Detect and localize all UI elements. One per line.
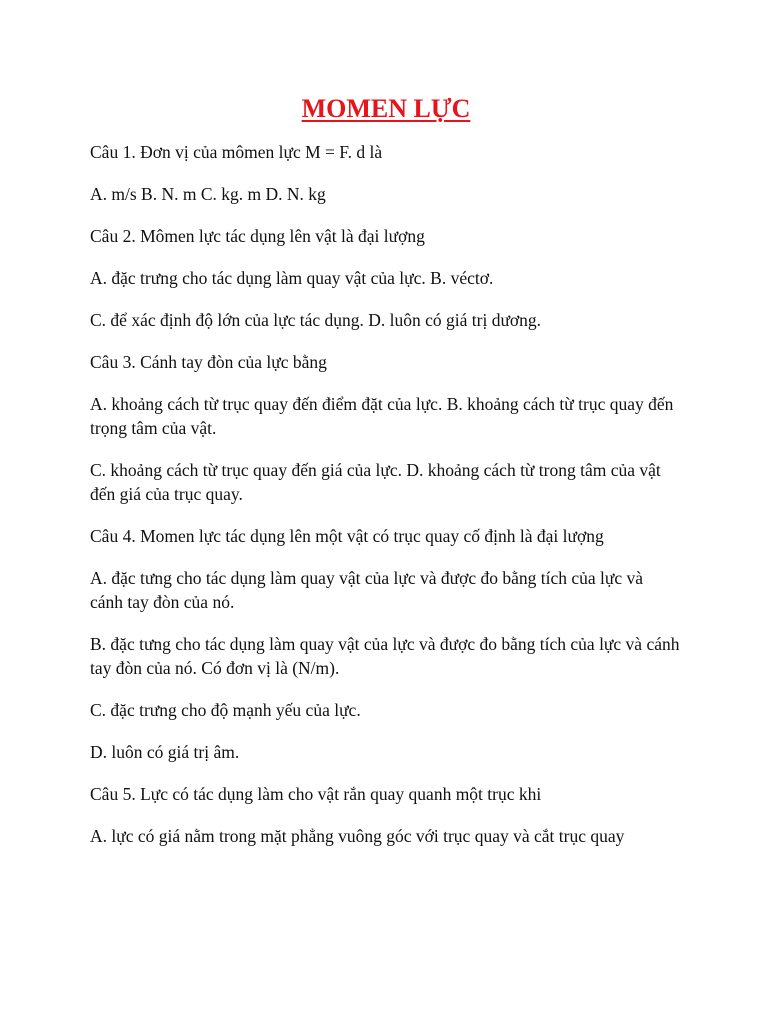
question-1-options: A. m/s B. N. m C. kg. m D. N. kg: [90, 184, 326, 204]
question-4-option-c: C. đặc trưng cho độ mạnh yếu của lực.: [90, 700, 361, 720]
question-2-options-cd: C. để xác định độ lớn của lực tác dụng. D. luôn có giá trị dương.: [90, 310, 542, 330]
question-4-option-d: D. luôn có giá trị âm.: [90, 742, 240, 762]
question-4-option-b: B. đặc tưng cho tác dụng làm quay vật của lực và được đo bằng tích của lực và cánh tay đòn của nó. Có đơn vị là (N/m).: [90, 634, 680, 678]
question-3: Câu 3. Cánh tay đòn của lực bằng: [90, 352, 327, 372]
document-page: [90, 92, 680, 866]
question-1: Câu 1. Đơn vị của mômen lực M = F. d là: [90, 142, 383, 162]
question-4: Câu 4. Momen lực tác dụng lên một vật có trục quay cố định là đại lượng: [90, 526, 604, 546]
question-5: Câu 5. Lực có tác dụng làm cho vật rắn quay quanh một trục khi: [90, 784, 542, 804]
question-2-options-ab: A. đặc trưng cho tác dụng làm quay vật của lực. B. véctơ.: [90, 268, 494, 288]
question-4-option-a: A. đặc tưng cho tác dụng làm quay vật của lực và được đo bằng tích của lực và cánh tay đòn của nó.: [90, 568, 644, 612]
question-3-options-ab: A. khoảng cách từ trục quay đến điểm đặt của lực. B. khoảng cách từ trục quay đến trọng tâm của vật.: [90, 394, 674, 438]
question-3-options-cd: C. khoảng cách từ trục quay đến giá của lực. D. khoảng cách từ trong tâm của vật đến giá của trục quay.: [90, 460, 661, 504]
document-title: MOMEN LỰC: [301, 94, 471, 123]
question-2: Câu 2. Mômen lực tác dụng lên vật là đại lượng: [90, 226, 425, 246]
question-5-option-a: A. lực có giá nằm trong mặt phẳng vuông góc với trục quay và cắt trục quay: [90, 826, 625, 846]
